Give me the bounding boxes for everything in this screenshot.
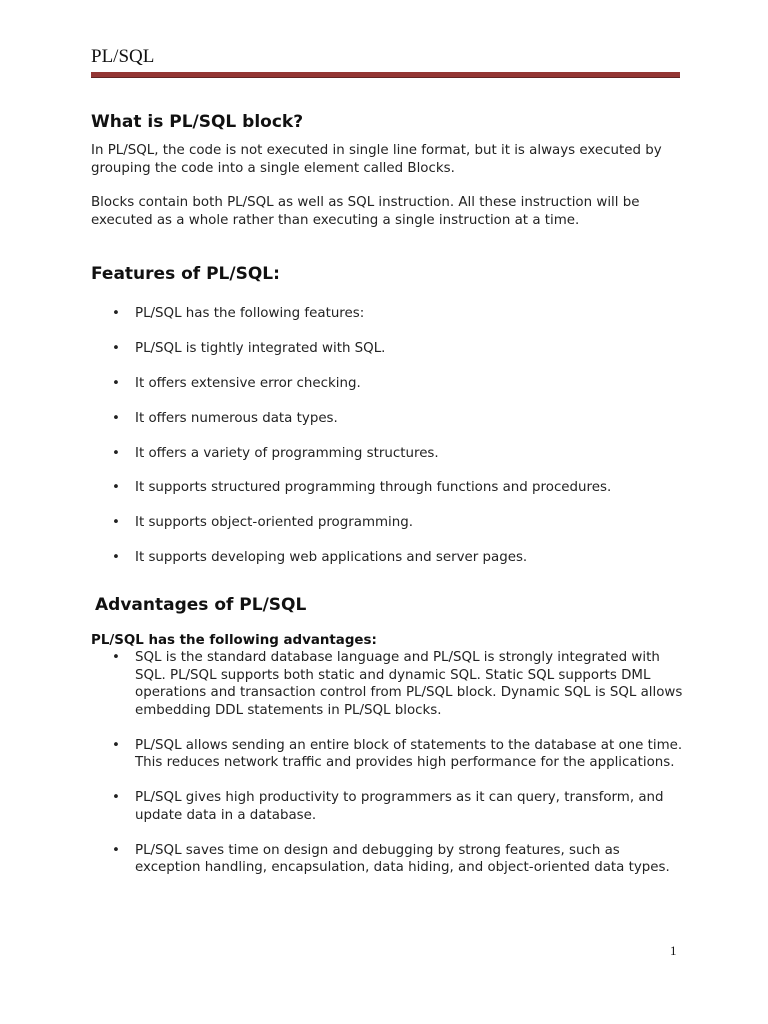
- bullet-icon: •: [112, 842, 120, 858]
- list-item: [91, 649, 683, 719]
- list-item-text: It offers extensive error checking.: [135, 375, 361, 391]
- list-item: [91, 789, 683, 824]
- bullet-icon: •: [112, 650, 120, 666]
- list-item: [91, 445, 691, 463]
- list-item-text: It supports structured programming through functions and procedures.: [135, 480, 612, 496]
- advantages-intro: PL/SQL has the following advantages:: [91, 632, 377, 648]
- list-item: [91, 479, 691, 497]
- list-item-text: PL/SQL gives high productivity to programmers as it can query, transform, and update data in a database.: [135, 790, 664, 823]
- bullet-icon: •: [112, 410, 120, 426]
- advantages-list: [91, 649, 691, 877]
- bullet-icon: •: [112, 445, 120, 461]
- features-list: [91, 305, 691, 567]
- page-header-title: PL/SQL: [91, 46, 155, 67]
- heading-what-is-block: What is PL/SQL block?: [91, 112, 304, 132]
- page-number: 1: [670, 943, 677, 958]
- document-body: [91, 112, 691, 894]
- list-item: [91, 549, 691, 567]
- list-item: [91, 737, 683, 772]
- bullet-icon: •: [112, 480, 120, 496]
- paragraph-block-contents: Blocks contain both PL/SQL as well as SQL instruction. All these instruction will be executed as a whole rather than executing a single instruction at a time.: [91, 195, 640, 228]
- bullet-icon: •: [112, 550, 120, 566]
- bullet-icon: •: [112, 306, 120, 321]
- list-item-text: It offers numerous data types.: [135, 410, 338, 426]
- list-item: [91, 514, 691, 532]
- list-item-text: PL/SQL allows sending an entire block of statements to the database at one time. This reduces network traffic and provides high performance for the applications.: [135, 737, 683, 771]
- bullet-icon: •: [112, 790, 120, 806]
- bullet-icon: •: [112, 515, 120, 531]
- list-item-text: PL/SQL has the following features:: [135, 306, 365, 321]
- list-item-text: PL/SQL saves time on design and debugging by strong features, such as exception handling, encapsulation, data hiding, and object-oriented data types.: [135, 842, 670, 876]
- heading-advantages: Advantages of PL/SQL: [95, 594, 307, 615]
- bullet-icon: •: [112, 340, 120, 356]
- list-item: [91, 375, 691, 393]
- list-item: [91, 842, 683, 877]
- list-item: [91, 305, 691, 323]
- heading-features: Features of PL/SQL:: [91, 264, 280, 284]
- list-item-text: SQL is the standard database language and PL/SQL is strongly integrated with SQL. PL/SQL supports both static and dynamic SQL. Static SQL supports DML operations and transaction control from PL/SQL block. Dynamic SQL is SQL allows embedding DDL statements in PL/SQL blocks.: [135, 650, 683, 718]
- bullet-icon: •: [112, 737, 120, 753]
- bullet-icon: •: [112, 375, 120, 391]
- paragraph-block-intro: In PL/SQL, the code is not executed in single line format, but it is always executed by grouping the code into a single element called Blocks.: [91, 143, 662, 176]
- list-item-text: It supports developing web applications and server pages.: [135, 550, 528, 566]
- list-item-text: It offers a variety of programming structures.: [135, 445, 439, 461]
- list-item-text: PL/SQL is tightly integrated with SQL.: [135, 340, 386, 356]
- list-item: [91, 340, 691, 358]
- list-item-text: It supports object-oriented programming.: [135, 515, 413, 531]
- header-rule: [91, 72, 680, 78]
- list-item: [91, 410, 691, 428]
